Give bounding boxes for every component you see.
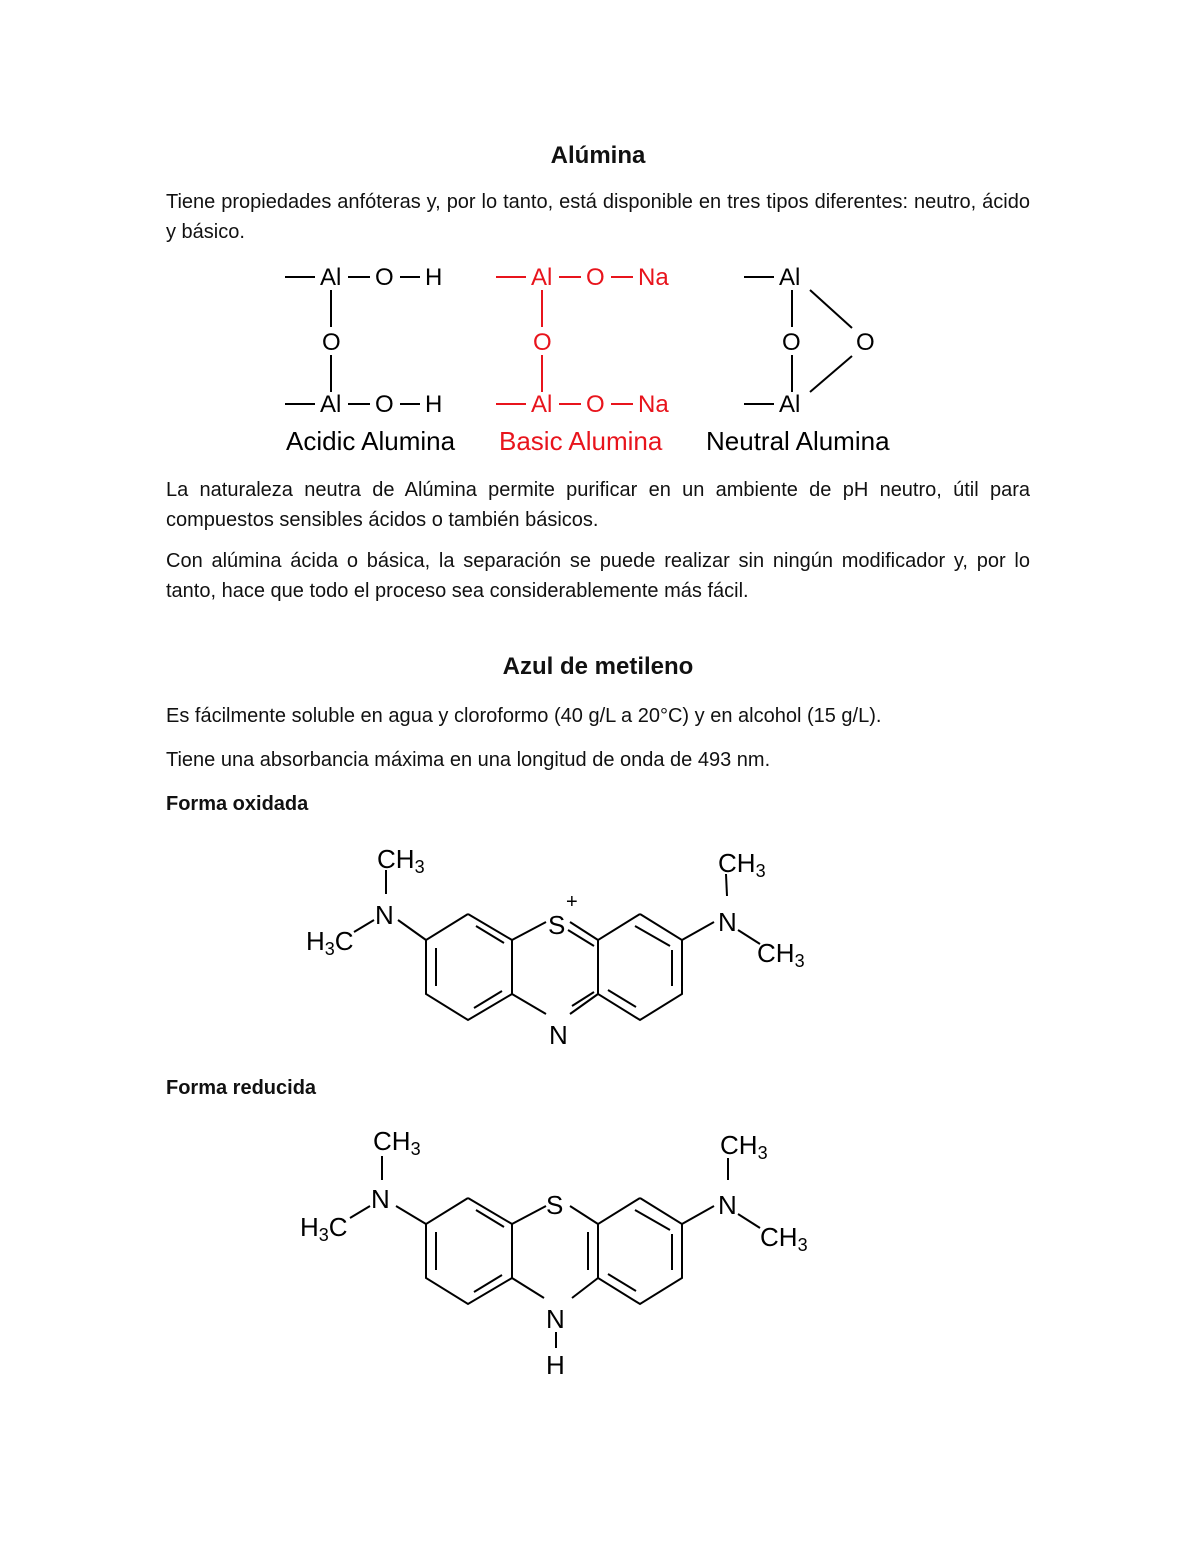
- svg-text:Al: Al: [779, 391, 801, 418]
- svg-text:Al: Al: [779, 264, 801, 291]
- heading-methylene-blue: Azul de metileno: [502, 653, 694, 680]
- svg-text:N: N: [546, 1304, 565, 1334]
- svg-text:H3C: H3C: [300, 1212, 348, 1245]
- heading-alumina: Alúmina: [550, 142, 646, 169]
- svg-text:Al: Al: [531, 264, 553, 291]
- svg-text:+: +: [566, 891, 578, 913]
- alumina-neutral-paragraph: La naturaleza neutra de Alúmina permite purificar en un ambiente de pH neutro, útil para compuestos sensibles ácidos o también básicos.: [166, 479, 1030, 531]
- svg-text:O: O: [586, 264, 605, 291]
- svg-text:N: N: [375, 900, 394, 930]
- svg-text:O: O: [782, 329, 801, 356]
- svg-text:CH3: CH3: [757, 938, 805, 971]
- methylene-absorbance-paragraph: Tiene una absorbancia máxima en una longitud de onda de 493 nm.: [166, 749, 771, 771]
- neutral-alumina-label: Neutral Alumina: [706, 426, 890, 456]
- svg-text:O: O: [375, 264, 394, 291]
- svg-text:H: H: [425, 264, 443, 291]
- label-reduced-form: Forma reducida: [166, 1077, 317, 1099]
- svg-text:H: H: [546, 1350, 565, 1380]
- svg-text:CH3: CH3: [720, 1130, 768, 1163]
- basic-alumina-label: Basic Alumina: [499, 426, 663, 456]
- svg-text:CH3: CH3: [760, 1222, 808, 1255]
- svg-text:O: O: [856, 329, 875, 356]
- svg-text:N: N: [718, 1190, 737, 1220]
- svg-text:H: H: [425, 391, 443, 418]
- svg-text:O: O: [375, 391, 394, 418]
- svg-text:S: S: [548, 910, 566, 940]
- svg-text:N: N: [371, 1184, 390, 1214]
- svg-text:O: O: [586, 391, 605, 418]
- svg-text:Al: Al: [320, 264, 342, 291]
- acidic-alumina-label: Acidic Alumina: [286, 426, 456, 456]
- label-oxidized-form: Forma oxidada: [166, 793, 309, 815]
- svg-text:O: O: [533, 329, 552, 356]
- svg-text:Na: Na: [638, 391, 669, 418]
- svg-text:CH3: CH3: [373, 1126, 421, 1159]
- svg-text:N: N: [718, 907, 737, 937]
- svg-text:Na: Na: [638, 264, 669, 291]
- svg-text:Al: Al: [531, 391, 553, 418]
- alumina-intro-paragraph: Tiene propiedades anfóteras y, por lo tanto, está disponible en tres tipos diferentes: neutro, ácido y básico.: [166, 191, 1030, 243]
- basic-alumina-structure: [496, 264, 669, 418]
- neutral-alumina-structure: [744, 264, 875, 418]
- acidic-alumina-structure: [285, 264, 442, 418]
- alumina-structures-figure: [270, 252, 930, 467]
- svg-text:N: N: [549, 1020, 568, 1050]
- methylene-solubility-paragraph: Es fácilmente soluble en agua y cloroformo (40 g/L a 20°C) y en alcohol (15 g/L).: [166, 705, 882, 727]
- methylene-blue-oxidized-structure: [290, 830, 910, 1060]
- svg-text:CH3: CH3: [718, 848, 766, 881]
- methylene-blue-reduced-structure: [290, 1110, 910, 1390]
- alumina-acid-basic-paragraph: Con alúmina ácida o básica, la separación se puede realizar sin ningún modificador y, por lo tanto, hace que todo el proceso sea considerablemente más fácil.: [166, 550, 1030, 602]
- svg-text:Al: Al: [320, 391, 342, 418]
- svg-text:H3C: H3C: [306, 926, 354, 959]
- svg-text:S: S: [546, 1190, 564, 1220]
- svg-text:CH3: CH3: [377, 844, 425, 877]
- svg-text:O: O: [322, 329, 341, 356]
